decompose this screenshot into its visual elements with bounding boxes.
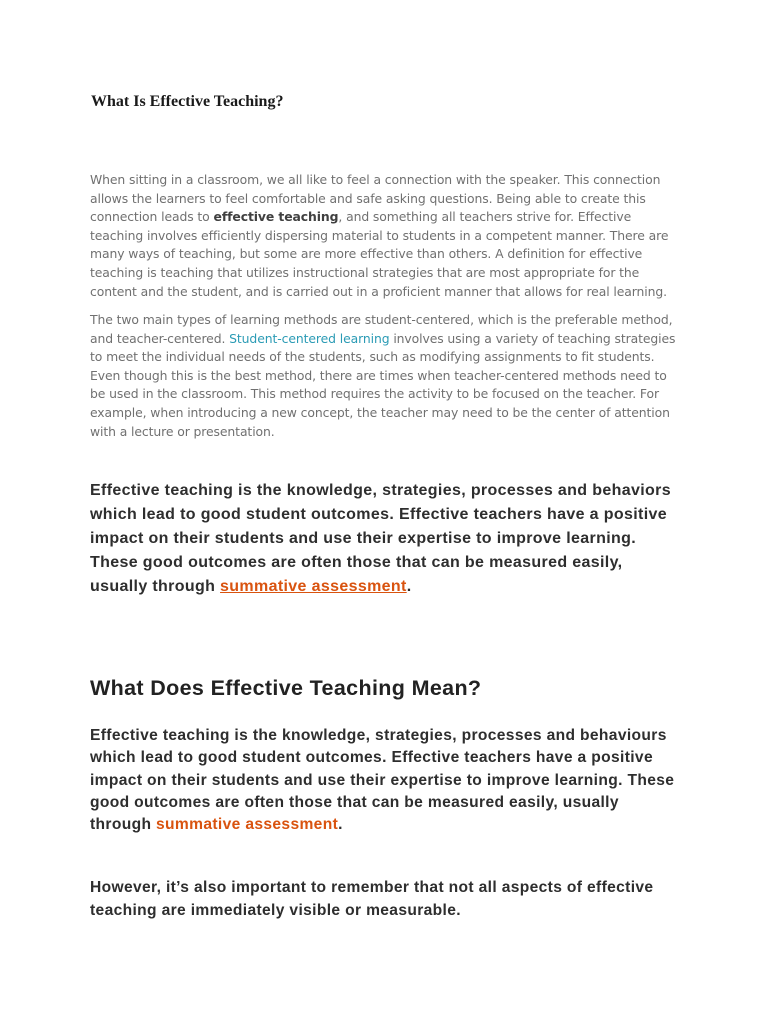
- summative-assessment-link[interactable]: summative assessment: [220, 578, 407, 595]
- definition-text: Effective teaching is the knowledge, strategies, processes and behaviors which lead to good student outcomes. Effective teachers have a positive impact on their students and use their expertise to improve learning. These good outcomes are often those that can be measured easily, usually through: [90, 482, 671, 595]
- meaning-paragraph: [90, 725, 680, 836]
- page-title: What Is Effective Teaching?: [91, 93, 284, 110]
- effective-teaching-bold: effective teaching: [213, 209, 339, 225]
- intro-text-end: , and something all teachers strive for. Effective teaching involves efficiently dispersing material to students in a competent manner. There are many ways of teaching, but some are more effective than others. A definition for effective teaching is teaching that utilizes instructional strategies that are most appropriate for the content and the student, and is carried out in a proficient manner that allows for real learning.: [90, 209, 669, 299]
- methods-paragraph: [90, 311, 680, 441]
- student-centered-learning-link[interactable]: Student-centered learning: [229, 330, 390, 346]
- definition-paragraph: [90, 479, 680, 599]
- methods-text-start: The two main types of learning methods are student-centered, which is the preferable method, and teacher-centered.: [90, 312, 673, 346]
- methods-text-end: involves using a variety of teaching strategies to meet the individual needs of the students, such as modifying assignments to fit students. Even though this is the best method, there are times when teacher-centered methods need to be used in the classroom. This method requires the activity to be focused on the teacher. For example, when introducing a new concept, the teacher may need to be the center of attention with a lecture or presentation.: [90, 330, 676, 439]
- visibility-paragraph: However, it’s also important to remember that not all aspects of effective teaching are immediately visible or measurable.: [90, 879, 654, 919]
- section-heading: What Does Effective Teaching Mean?: [90, 676, 482, 700]
- meaning-text: Effective teaching is the knowledge, strategies, processes and behaviours which lead to good student outcomes. Effective teachers have a positive impact on their students and use their expertise to improve learning. These good outcomes are often those that can be measured easily, usually through: [90, 727, 675, 834]
- intro-text-start: When sitting in a classroom, we all like to feel a connection with the speaker. This connection allows the learners to feel comfortable and safe asking questions. Being able to create this connection leads to: [90, 172, 661, 225]
- intro-paragraph: [90, 171, 680, 301]
- definition-period: .: [406, 578, 412, 595]
- summative-assessment-link-2[interactable]: summative assessment: [156, 816, 339, 834]
- meaning-period: .: [338, 816, 343, 834]
